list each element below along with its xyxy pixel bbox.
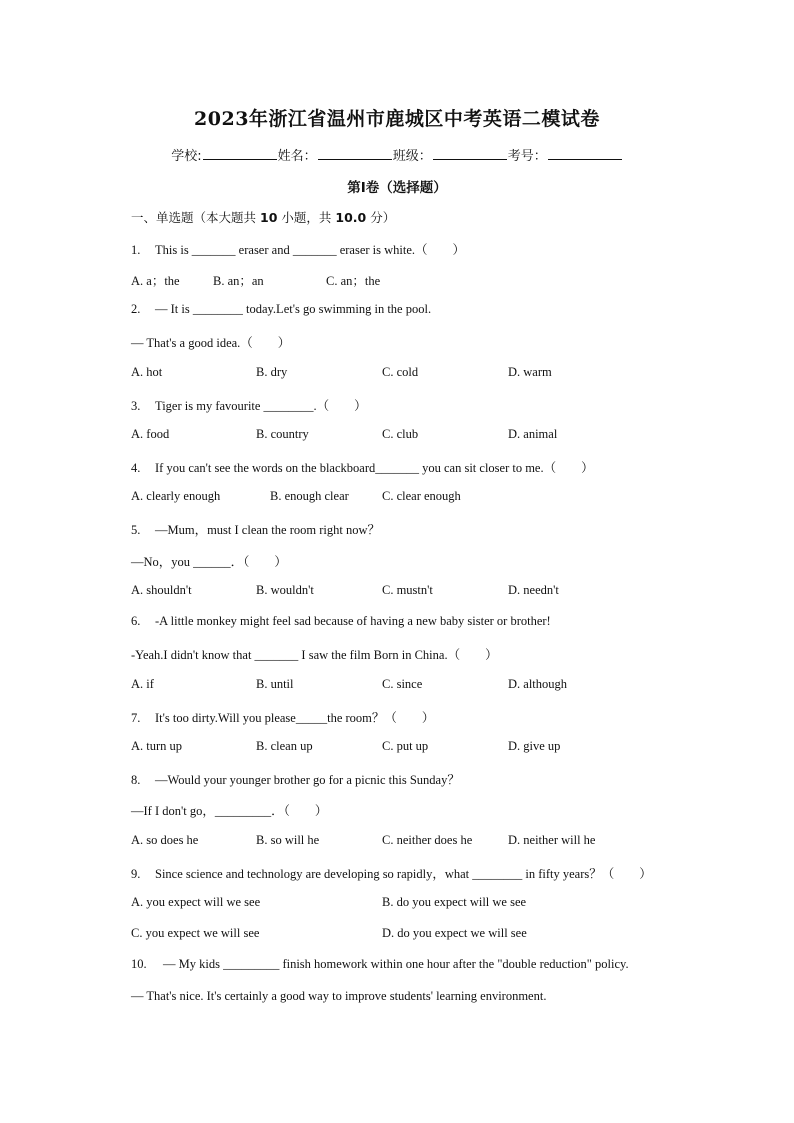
exam-no-label: 考号： (507, 149, 547, 164)
question-8-stem (131, 770, 460, 788)
question-5-option-d[interactable]: D. needn't (508, 583, 559, 597)
question-text: — My kids _________ finish homework within one hour after the "double reduction" policy. (163, 957, 629, 971)
question-number: 2. (131, 302, 141, 316)
question-number: 3. (131, 399, 141, 413)
exam-title: 2023年浙江省温州市鹿城区中考英语二模试卷 (194, 108, 600, 130)
name-label: 姓名： (277, 149, 317, 164)
question-3-stem (131, 396, 367, 414)
part-prefix: 一、单选题（本大题共 (131, 210, 257, 225)
question-text: —Would your younger brother go for a picnic this Sunday？ (155, 773, 460, 787)
question-4-option-a[interactable]: A. clearly enough (131, 489, 221, 503)
question-1-option-b[interactable]: B. an；an (213, 274, 264, 288)
question-5-stem (131, 520, 380, 538)
question-text: — It is ________ today.Let's go swimming in the pool. (155, 302, 432, 316)
question-6-reply: -Yeah.I didn't know that _______ I saw the film Born in China.（ ） (131, 648, 498, 662)
question-3-option-b[interactable]: B. country (256, 427, 309, 441)
part-suffix: 分） (370, 210, 396, 225)
school-blank (203, 145, 277, 160)
question-text: This is _______ eraser and _______ eraser is white.（ ） (155, 243, 466, 257)
question-number: 6. (131, 614, 141, 628)
part-points: 10.0 (335, 210, 367, 225)
question-text: Since science and technology are developing so rapidly，what ________ in fifty years？（ ） (155, 867, 652, 881)
question-2-option-d[interactable]: D. warm (508, 365, 552, 379)
question-7-option-a[interactable]: A. turn up (131, 739, 183, 753)
question-7-option-d[interactable]: D. give up (508, 739, 561, 753)
question-6-option-a[interactable]: A. if (131, 677, 154, 691)
question-2-reply: — That's a good idea.（ ） (131, 336, 291, 350)
question-text: Tiger is my favourite ________.（ ） (155, 399, 367, 413)
question-4-option-c[interactable]: C. clear enough (382, 489, 461, 503)
question-5-reply: —No，you ______．（ ） (131, 555, 287, 569)
question-4-option-b[interactable]: B. enough clear (270, 489, 349, 503)
question-text: -A little monkey might feel sad because of having a new baby sister or brother! (155, 614, 551, 628)
exam-no-blank (548, 145, 622, 160)
question-10-reply: — That's nice. It's certainly a good way to improve students' learning environment. (131, 989, 547, 1003)
question-8-option-c[interactable]: C. neither does he (382, 833, 473, 847)
part-title (131, 208, 395, 226)
question-6-option-c[interactable]: C. since (382, 677, 423, 691)
question-number: 8. (131, 773, 141, 787)
question-number: 4. (131, 461, 141, 475)
question-text: —Mum，must I clean the room right now？ (155, 523, 380, 537)
question-6-stem (131, 614, 551, 629)
question-1-option-c[interactable]: C. an；the (326, 274, 381, 288)
question-8-option-d[interactable]: D. neither will he (508, 833, 596, 847)
student-info-row (0, 145, 794, 164)
question-5-option-a[interactable]: A. shouldn't (131, 583, 192, 597)
question-2-option-a[interactable]: A. hot (131, 365, 163, 379)
question-2-option-c[interactable]: C. cold (382, 365, 419, 379)
question-9-stem (131, 864, 652, 882)
question-3-option-a[interactable]: A. food (131, 427, 170, 441)
question-text: If you can't see the words on the blackboard_______ you can sit closer to me.（ ） (155, 461, 594, 475)
class-blank (433, 145, 507, 160)
question-6-option-b[interactable]: B. until (256, 677, 294, 691)
question-1-stem (131, 240, 465, 258)
question-9-option-b[interactable]: B. do you expect will we see (382, 895, 527, 909)
question-number: 10. (131, 957, 147, 971)
question-2-option-b[interactable]: B. dry (256, 365, 288, 379)
question-9-option-d[interactable]: D. do you expect we will see (382, 926, 527, 940)
question-7-option-c[interactable]: C. put up (382, 739, 429, 753)
part-count: 10 (260, 210, 278, 225)
question-8-option-a[interactable]: A. so does he (131, 833, 199, 847)
question-3-option-d[interactable]: D. animal (508, 427, 558, 441)
question-number: 9. (131, 867, 141, 881)
question-7-stem (131, 708, 434, 726)
question-7-option-b[interactable]: B. clean up (256, 739, 313, 753)
question-4-stem (131, 458, 594, 476)
name-blank (318, 145, 392, 160)
part-middle: 小题，共 (281, 210, 332, 225)
class-label: 班级： (392, 149, 432, 164)
question-10-stem (131, 957, 629, 972)
question-3-option-c[interactable]: C. club (382, 427, 419, 441)
question-text: It's too dirty.Will you please_____the room？（ ） (155, 711, 435, 725)
question-number: 7. (131, 711, 141, 725)
school-label: 学校: (171, 149, 202, 164)
question-1-option-a[interactable]: A. a；the (131, 274, 180, 288)
question-number: 5. (131, 523, 141, 537)
section-title: 第I卷（选择题） (347, 180, 447, 196)
question-2-stem (131, 302, 431, 317)
question-9-option-c[interactable]: C. you expect we will see (131, 926, 260, 940)
question-8-option-b[interactable]: B. so will he (256, 833, 320, 847)
question-5-option-c[interactable]: C. mustn't (382, 583, 433, 597)
question-6-option-d[interactable]: D. although (508, 677, 568, 691)
question-5-option-b[interactable]: B. wouldn't (256, 583, 314, 597)
question-9-option-a[interactable]: A. you expect will we see (131, 895, 261, 909)
question-8-reply: —If I don't go，_________．（ ） (131, 804, 328, 818)
question-number: 1. (131, 243, 141, 257)
